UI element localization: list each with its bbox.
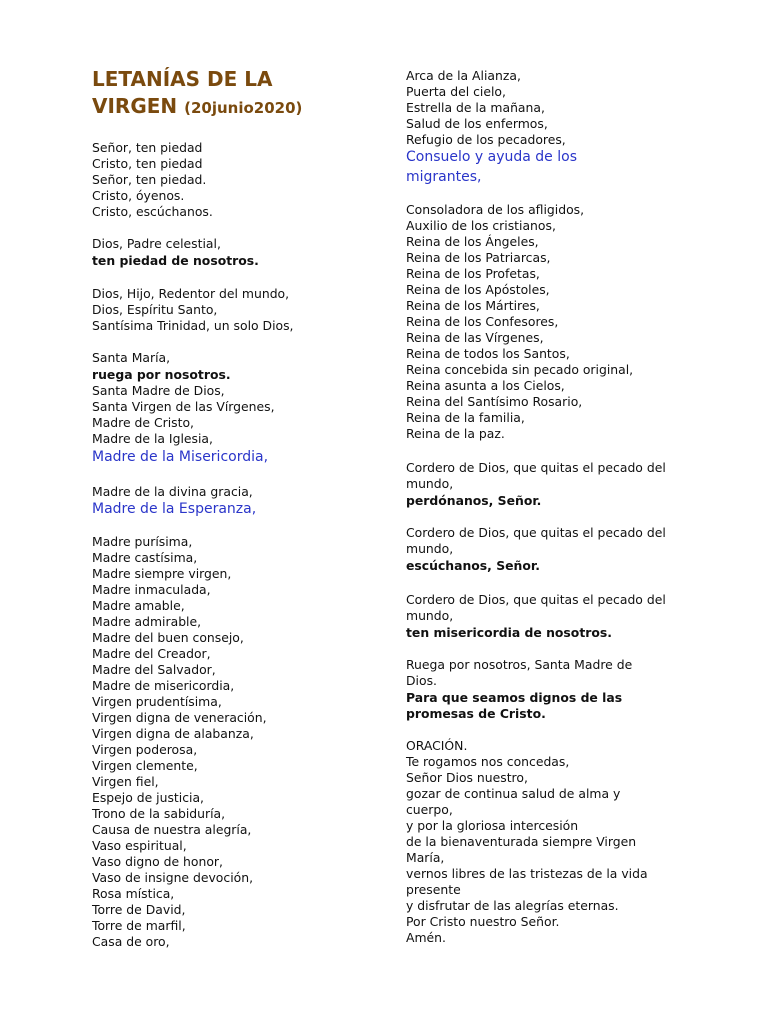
litany-line: Madre purísima,	[92, 534, 193, 549]
litany-line: ORACIÓN.	[406, 738, 468, 753]
litany-line: Reina de la familia,	[406, 410, 525, 425]
litany-line: Auxilio de los cristianos,	[406, 218, 556, 233]
litany-line: Madre de la Iglesia,	[92, 431, 213, 446]
litany-line: mundo,	[406, 608, 454, 623]
litany-line: ruega por nosotros.	[92, 367, 231, 382]
litany-line: mundo,	[406, 476, 454, 491]
litany-line: Consoladora de los afligidos,	[406, 202, 585, 217]
litany-line: Santa Virgen de las Vírgenes,	[92, 399, 275, 414]
litany-line: Dios.	[406, 673, 437, 688]
litany-line: Virgen digna de alabanza,	[92, 726, 254, 741]
title-word-virgen: VIRGEN	[92, 94, 178, 118]
litany-line: migrantes,	[406, 169, 482, 185]
litany-line: Madre del Creador,	[92, 646, 211, 661]
litany-line: Consuelo y ayuda de los	[406, 149, 577, 165]
litany-line: Reina asunta a los Cielos,	[406, 378, 565, 393]
litany-line: Estrella de la mañana,	[406, 100, 545, 115]
litany-line: Puerta del cielo,	[406, 84, 506, 99]
litany-line: Cordero de Dios, que quitas el pecado del	[406, 460, 666, 475]
litany-line: Torre de marfil,	[92, 918, 186, 933]
litany-line: Reina de los Profetas,	[406, 266, 540, 281]
litany-line: ten piedad de nosotros.	[92, 253, 259, 268]
litany-line: Reina de los Patriarcas,	[406, 250, 551, 265]
litany-line: Reina de los Ángeles,	[406, 234, 539, 249]
litany-line: Madre del Salvador,	[92, 662, 216, 677]
litany-line: Virgen poderosa,	[92, 742, 198, 757]
litany-line: Arca de la Alianza,	[406, 68, 521, 83]
litany-line: Rosa mística,	[92, 886, 175, 901]
litany-line: Reina de la paz.	[406, 426, 505, 441]
litany-line: escúchanos, Señor.	[406, 558, 540, 573]
litany-line: Ruega por nosotros, Santa Madre de	[406, 657, 633, 672]
litany-line: Madre inmaculada,	[92, 582, 211, 597]
litany-line: mundo,	[406, 541, 454, 556]
litany-line: Cordero de Dios, que quitas el pecado del	[406, 525, 666, 540]
litany-line: Reina concebida sin pecado original,	[406, 362, 634, 377]
litany-line: Causa de nuestra alegría,	[92, 822, 252, 837]
litany-line: Dios, Hijo, Redentor del mundo,	[92, 286, 290, 301]
litany-line: ten misericordia de nosotros.	[406, 625, 612, 640]
litany-line: Madre siempre virgen,	[92, 566, 232, 581]
litany-line: Cristo, escúchanos.	[92, 204, 213, 219]
litany-line: gozar de continua salud de alma y	[406, 786, 621, 801]
litany-line: Virgen clemente,	[92, 758, 198, 773]
litany-line: Reina de los Confesores,	[406, 314, 559, 329]
litany-line: María,	[406, 850, 445, 865]
litany-line: Vaso de insigne devoción,	[92, 870, 254, 885]
litany-line: Madre amable,	[92, 598, 185, 613]
litany-line: Señor, ten piedad.	[92, 172, 207, 187]
litany-line: Reina de los Apóstoles,	[406, 282, 550, 297]
litany-line: Cordero de Dios, que quitas el pecado del	[406, 592, 666, 607]
litany-line: Madre del buen consejo,	[92, 630, 244, 645]
title-line-2	[92, 93, 392, 122]
litany-line: Madre de la Esperanza,	[92, 501, 257, 517]
litany-line: Virgen prudentísima,	[92, 694, 222, 709]
litany-line: Madre de la divina gracia,	[92, 484, 253, 499]
litany-line: vernos libres de las tristezas de la vida	[406, 866, 648, 881]
litany-line: Virgen digna de veneración,	[92, 710, 267, 725]
litany-line: Reina de todos los Santos,	[406, 346, 570, 361]
litany-line: Santa Madre de Dios,	[92, 383, 225, 398]
litany-line: Señor Dios nuestro,	[406, 770, 528, 785]
page-title	[92, 66, 392, 122]
litany-line: Por Cristo nuestro Señor.	[406, 914, 560, 929]
litany-line: Santa María,	[92, 350, 171, 365]
litany-line: Madre de misericordia,	[92, 678, 235, 693]
litany-line: Reina de las Vírgenes,	[406, 330, 544, 345]
litany-line: promesas de Cristo.	[406, 706, 546, 721]
litany-line: Madre admirable,	[92, 614, 202, 629]
litany-line: Madre de Cristo,	[92, 415, 194, 430]
litany-line: Casa de oro,	[92, 934, 170, 949]
litany-line: Espejo de justicia,	[92, 790, 204, 805]
litany-line: presente	[406, 882, 461, 897]
litany-line: Santísima Trinidad, un solo Dios,	[92, 318, 294, 333]
litany-line: perdónanos, Señor.	[406, 493, 542, 508]
litany-line: Dios, Padre celestial,	[92, 236, 221, 251]
litany-line: Reina del Santísimo Rosario,	[406, 394, 583, 409]
litany-line: Señor, ten piedad	[92, 140, 203, 155]
litany-line: Salud de los enfermos,	[406, 116, 548, 131]
litany-line: cuerpo,	[406, 802, 453, 817]
litany-line: Vaso digno de honor,	[92, 854, 223, 869]
litany-line: Vaso espiritual,	[92, 838, 187, 853]
litany-line: Madre castísima,	[92, 550, 198, 565]
litany-line: de la bienaventurada siempre Virgen	[406, 834, 637, 849]
litany-line: y por la gloriosa intercesión	[406, 818, 579, 833]
litany-line: Dios, Espíritu Santo,	[92, 302, 218, 317]
litany-line: Amén.	[406, 930, 446, 945]
litany-line: Para que seamos dignos de las	[406, 690, 623, 705]
litany-line: Madre de la Misericordia,	[92, 449, 269, 465]
title-line-1: LETANÍAS DE LA	[92, 67, 273, 91]
litany-line: y disfrutar de las alegrías eternas.	[406, 898, 619, 913]
litany-line: Torre de David,	[92, 902, 186, 917]
litany-line: Trono de la sabiduría,	[92, 806, 226, 821]
litany-line: Refugio de los pecadores,	[406, 132, 566, 147]
litany-line: Cristo, óyenos.	[92, 188, 185, 203]
litany-line: Te rogamos nos concedas,	[406, 754, 570, 769]
litany-line: Cristo, ten piedad	[92, 156, 203, 171]
title-date: (20junio2020)	[184, 99, 303, 117]
litany-line: Reina de los Mártires,	[406, 298, 540, 313]
litany-line: Virgen fiel,	[92, 774, 159, 789]
